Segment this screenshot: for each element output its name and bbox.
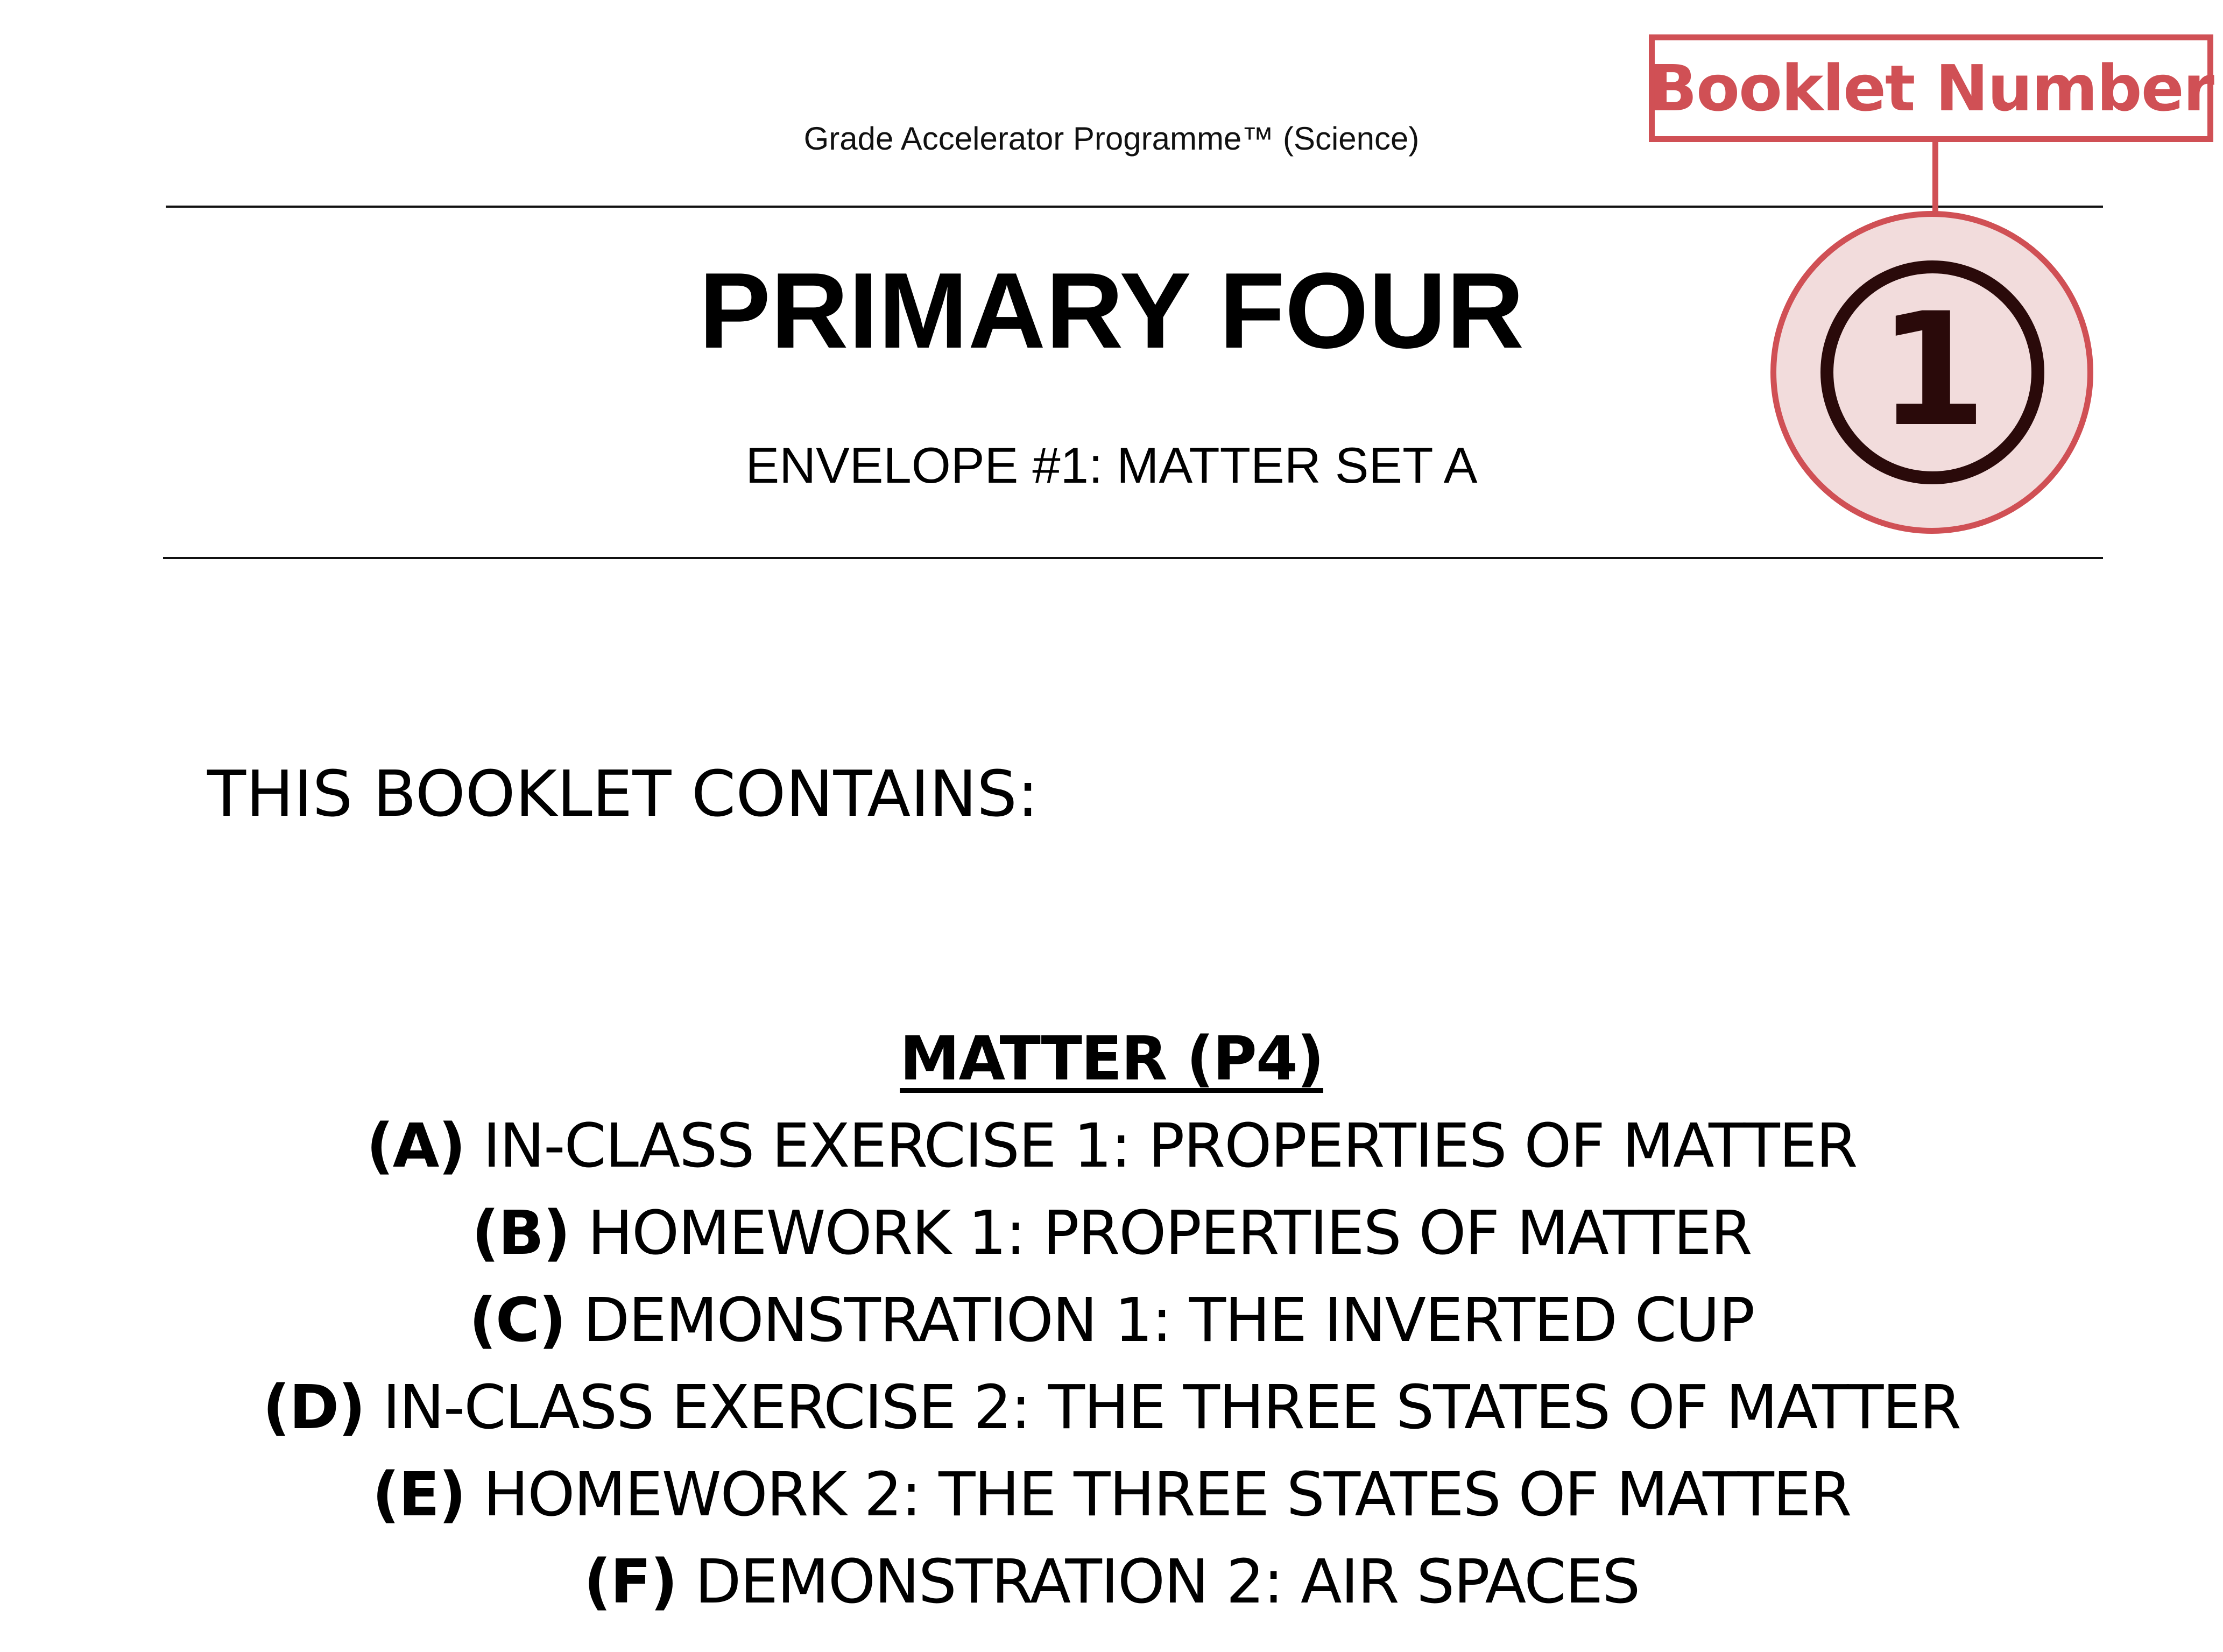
contents-list	[0, 1015, 2223, 1626]
contents-item-c	[0, 1277, 2223, 1364]
contents-item-e	[0, 1451, 2223, 1538]
item-title: HOMEWORK 2: THE THREE STATES OF MATTER	[483, 1460, 1851, 1530]
item-letter: (F)	[583, 1547, 677, 1617]
contents-item-f	[0, 1538, 2223, 1626]
envelope-subtitle: ENVELOPE #1: MATTER SET A	[745, 437, 1478, 493]
page-title: PRIMARY FOUR	[698, 251, 1525, 371]
item-title: IN-CLASS EXERCISE 2: THE THREE STATES OF MATTER	[382, 1373, 1960, 1443]
item-title: HOMEWORK 1: PROPERTIES OF MATTER	[587, 1198, 1752, 1268]
item-letter: (C)	[469, 1286, 566, 1356]
booklet-number-badge	[1820, 260, 2044, 484]
section-heading: MATTER (P4)	[900, 1024, 1323, 1094]
item-letter: (B)	[471, 1198, 570, 1268]
booklet-number-callout	[1649, 34, 2213, 142]
item-letter: (A)	[366, 1111, 465, 1181]
programme-name: Grade Accelerator Programme™ (Science)	[803, 121, 1420, 157]
contents-item-a	[0, 1103, 2223, 1190]
callout-connector-line	[1932, 142, 1938, 214]
booklet-contains-heading: THIS BOOKLET CONTAINS:	[207, 757, 1039, 831]
item-letter: (E)	[372, 1460, 465, 1530]
booklet-number-label: Booklet Number	[1649, 51, 2213, 125]
item-title: DEMONSTRATION 1: THE INVERTED CUP	[583, 1286, 1754, 1356]
item-title: IN-CLASS EXERCISE 1: PROPERTIES OF MATTER	[483, 1111, 1857, 1181]
contents-item-d	[0, 1364, 2223, 1451]
header-divider-bottom	[163, 557, 2103, 559]
item-title: DEMONSTRATION 2: AIR SPACES	[695, 1547, 1640, 1617]
contents-item-b	[0, 1190, 2223, 1277]
booklet-number-value: 1	[1878, 280, 1987, 461]
header-divider-top	[166, 206, 2103, 208]
item-letter: (D)	[263, 1373, 365, 1443]
